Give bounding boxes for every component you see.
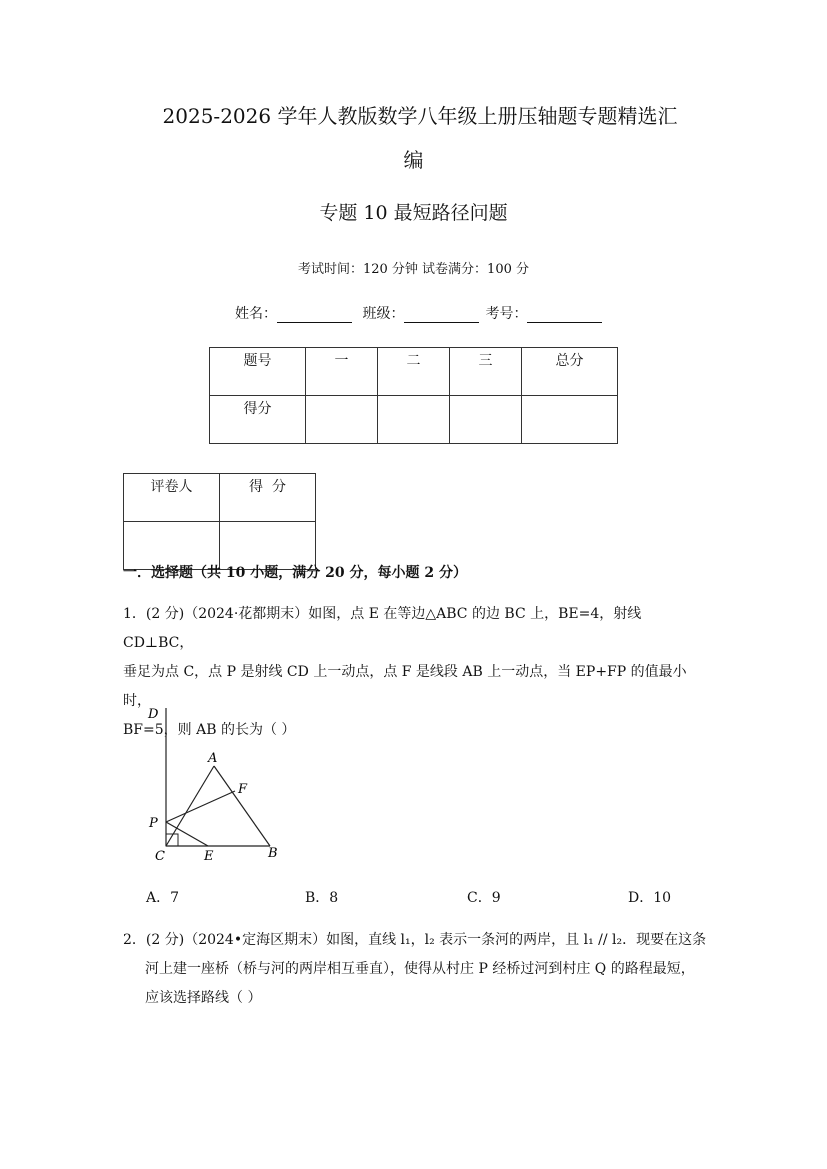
option-c[interactable]: C．9 [467, 890, 501, 906]
score-cell[interactable] [522, 396, 618, 444]
label-e: E [204, 849, 214, 864]
score-header-cell: 总分 [522, 348, 618, 396]
name-blank[interactable] [277, 306, 352, 323]
segment-pf [166, 791, 235, 822]
doc-subtitle: 专题 10 最短路径问题 [319, 202, 508, 224]
evaluator-header-cell: 得 分 [220, 474, 316, 522]
label-a: A [208, 751, 218, 766]
option-d[interactable]: D．10 [628, 890, 672, 906]
label-f: F [238, 782, 248, 797]
score-header-cell: 题号 [210, 348, 306, 396]
score-table-score-row [210, 396, 618, 444]
option-b[interactable]: B．8 [305, 890, 339, 906]
evaluator-header-row [124, 474, 316, 522]
section-heading: 一．选择题（共 10 小题，满分 20 分，每小题 2 分） [123, 565, 467, 581]
question-2 [123, 926, 713, 1013]
score-row-label: 得分 [210, 396, 306, 444]
option-a[interactable]: A．7 [146, 890, 180, 906]
question-1-line: BF=5，则 AB 的长为（ ） [123, 722, 296, 738]
question-1-line: 1．(2 分)（2024·花都期末）如图，点 E 在等边△ABC 的边 BC 上，BE=4，射线 CD⊥BC， [123, 606, 642, 651]
class-blank[interactable] [404, 306, 479, 323]
score-table [209, 347, 618, 444]
doc-title-line2: 编 [403, 148, 424, 172]
question-1-line: 垂足为点 C，点 P 是射线 CD 上一动点，点 F 是线段 AB 上一动点，当 EP+FP 的值最小时， [123, 664, 687, 709]
label-p: P [149, 816, 158, 831]
name-label: 姓名： [235, 306, 277, 322]
doc-title-line1: 2025-2026 学年人教版数学八年级上册压轴题专题精选汇 [162, 104, 678, 128]
label-d: D [148, 707, 159, 722]
number-blank[interactable] [527, 306, 602, 323]
score-cell[interactable] [450, 396, 522, 444]
segment-ab [214, 766, 270, 846]
question-1-figure [140, 700, 290, 870]
exam-info: 考试时间：120 分钟 试卷满分：100 分 [297, 262, 530, 277]
score-header-cell: 三 [450, 348, 522, 396]
question-2-line: 应该选择路线（ ） [145, 990, 262, 1006]
evaluator-header-cell: 评卷人 [124, 474, 220, 522]
name-row [235, 303, 608, 323]
score-header-cell: 一 [306, 348, 378, 396]
question-2-line: 2．(2 分)（2024•定海区期末）如图，直线 l₁，l₂ 表示一条河的两岸，且 l₁ // l₂．现要在这条 [123, 932, 707, 948]
class-label: 班级： [362, 306, 405, 322]
score-cell[interactable] [378, 396, 450, 444]
number-label: 考号： [485, 306, 528, 322]
label-b: B [268, 846, 278, 861]
score-header-cell: 二 [378, 348, 450, 396]
question-2-line: 河上建一座桥（桥与河的两岸相互垂直），使得从村庄 P 经桥过河到村庄 Q 的路程最短， [145, 961, 695, 977]
score-cell[interactable] [306, 396, 378, 444]
label-c: C [155, 849, 165, 864]
score-table-header-row [210, 348, 618, 396]
evaluator-table [123, 473, 316, 570]
